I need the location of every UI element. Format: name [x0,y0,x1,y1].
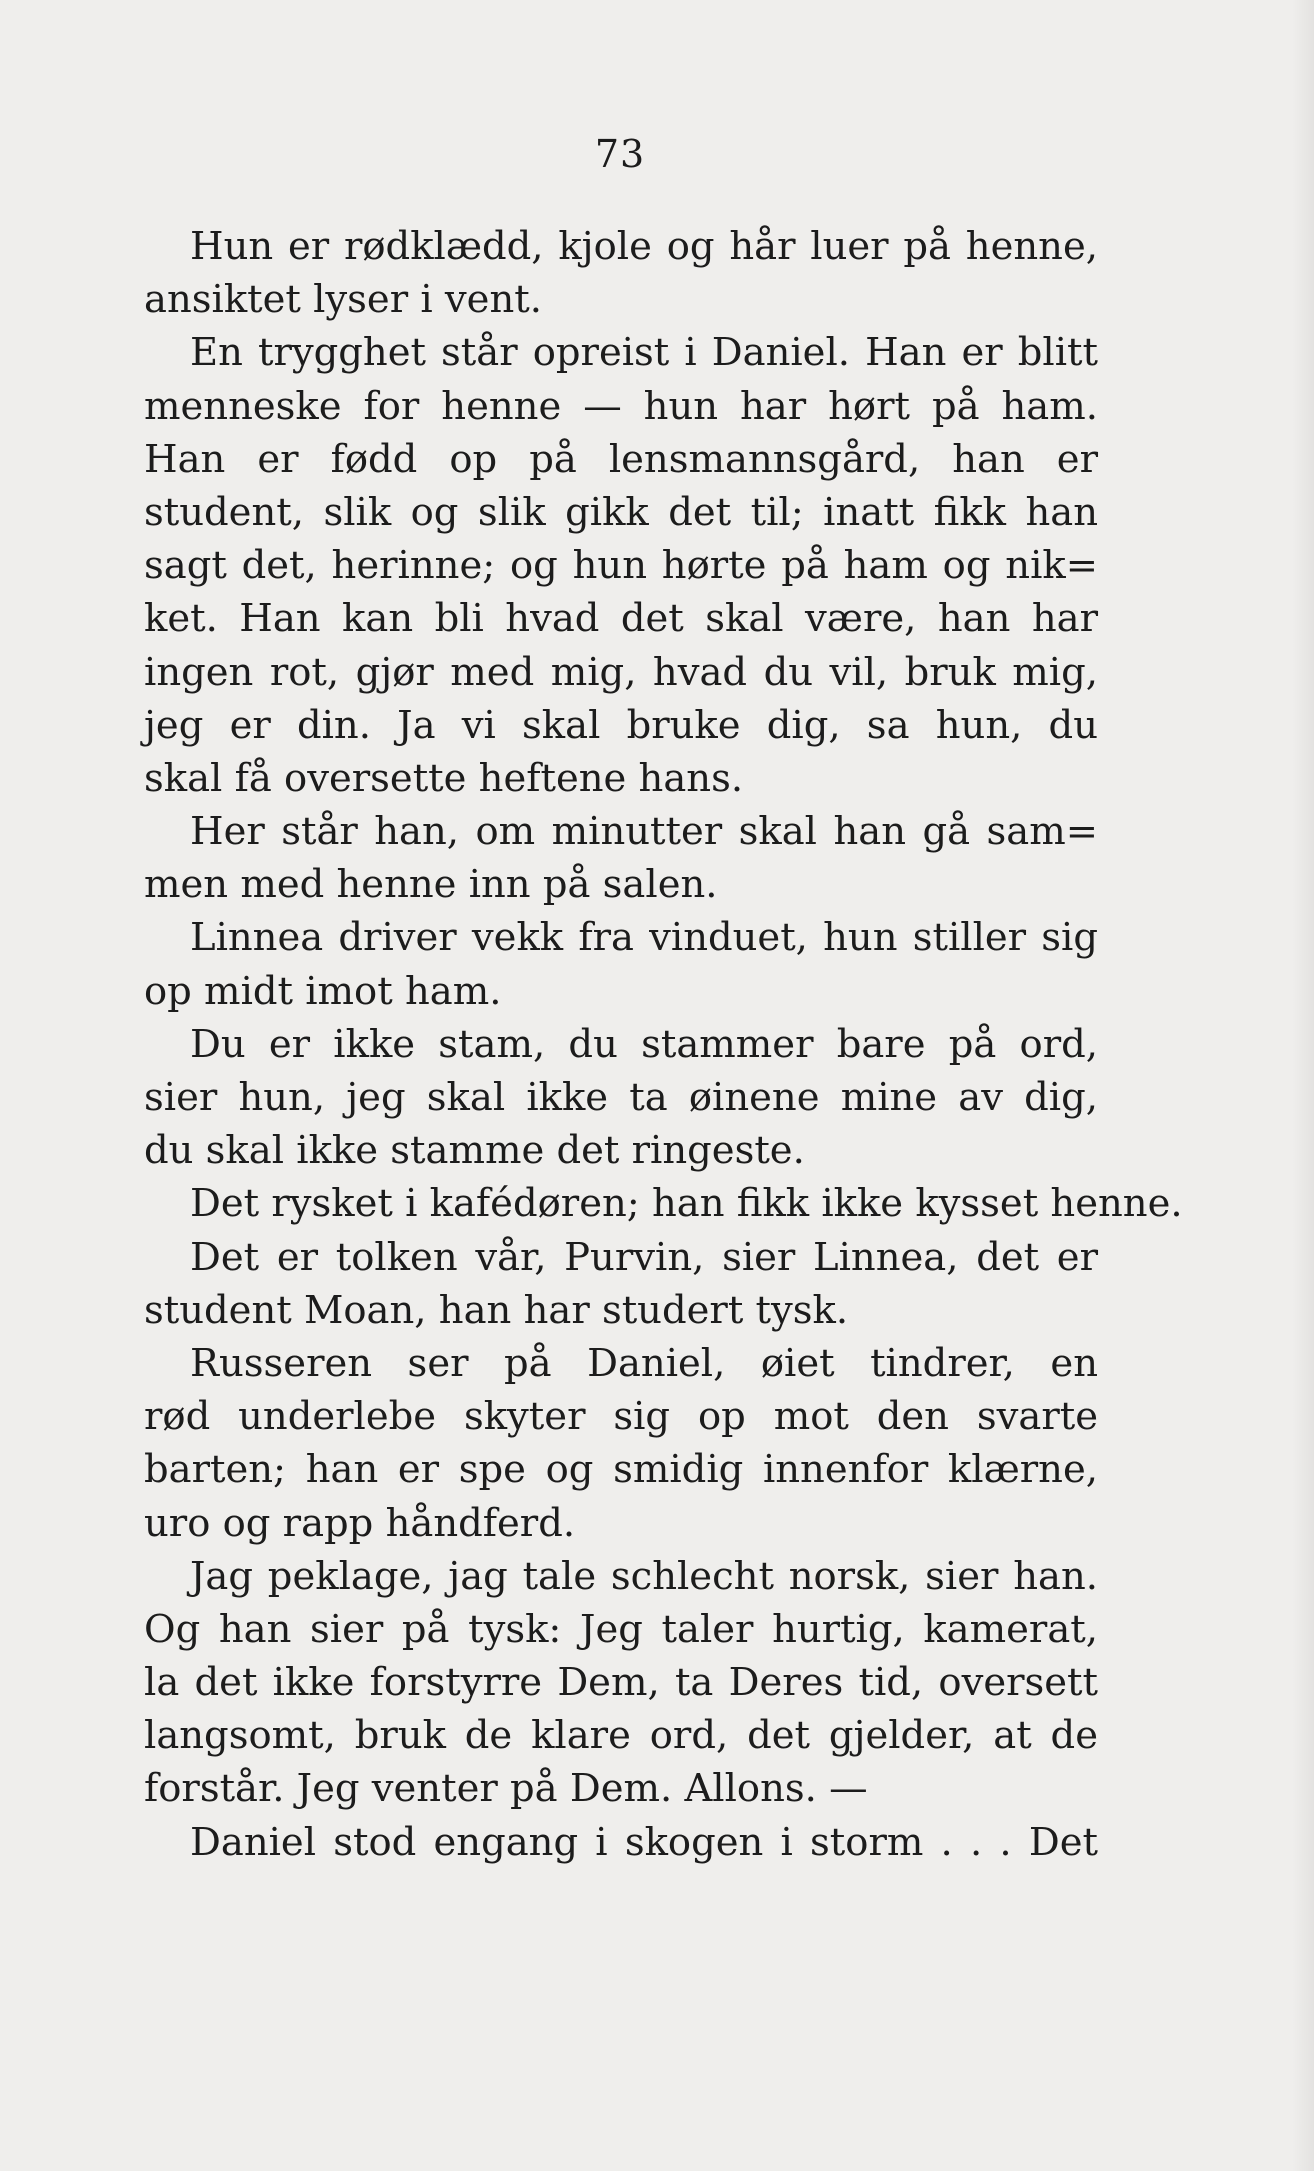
text-line: ingen rot, gjør med mig, hvad du vil, bruk mig, [144,649,1098,695]
text-line: men med henne inn på salen. [144,862,718,908]
text-line: menneske for henne — hun har hørt på ham. [144,383,1098,429]
text-line: sagt det, herinne; og hun hørte på ham og nik= [144,543,1098,589]
text-line: sier hun, jeg skal ikke ta øinene mine av dig, [144,1075,1098,1120]
text-line: uro og rapp håndferd. [144,1500,576,1546]
body-text [144,220,1183,1869]
text-line: barten; han er spe og smidig innenfor klærne, [144,1447,1098,1493]
text-line: langsomt, bruk de klare ord, det gjelder, at de [144,1713,1098,1759]
page-edge-shadow [1292,0,1314,2171]
text-line: du skal ikke stamme det ringeste. [144,1128,805,1174]
text-line: Han er fødd op på lensmannsgård, han er [144,436,1098,482]
text-line: op midt imot ham. [144,968,502,1014]
text-line: forstår. Jeg venter på Dem. Allons. — [144,1766,868,1812]
text-line: Daniel stod engang i skogen i storm . . . Det [190,1819,1098,1865]
text-line: En trygghet står opreist i Daniel. Han er blitt [190,330,1098,376]
text-line: ansiktet lyser i vent. [144,277,542,323]
page-number: 73 [594,132,646,176]
text-line: Linnea driver vekk fra vinduet, hun stiller sig [190,915,1098,961]
text-line: Jag peklage, jag tale schlecht norsk, sier han. [190,1553,1098,1599]
text-line: jeg er din. Ja vi skal bruke dig, sa hun, du [144,702,1098,748]
text-line: Her står han, om minutter skal han gå sam= [190,809,1098,855]
text-line: Det rysket i kafédøren; han fikk ikke kysset henne. [190,1181,1183,1227]
text-line: Hun er rødklædd, kjole og hår luer på henne, [190,224,1098,269]
text-line: ket. Han kan bli hvad det skal være, han har [144,596,1098,642]
text-line: student, slik og slik gikk det til; inatt fikk han [144,489,1098,535]
text-line: skal få oversette heftene hans. [144,755,744,801]
text-line: rød underlebe skyter sig op mot den svarte [144,1394,1098,1440]
text-line: student Moan, han har studert tysk. [144,1287,849,1333]
text-line: Det er tolken vår, Purvin, sier Linnea, det er [190,1234,1098,1280]
text-line: la det ikke forstyrre Dem, ta Deres tid, oversett [144,1660,1098,1706]
text-line: Og han sier på tysk: Jeg taler hurtig, kamerat, [144,1606,1098,1652]
text-line: Russeren ser på Daniel, øiet tindrer, en [190,1340,1098,1386]
text-line: Du er ikke stam, du stammer bare på ord, [190,1021,1098,1067]
